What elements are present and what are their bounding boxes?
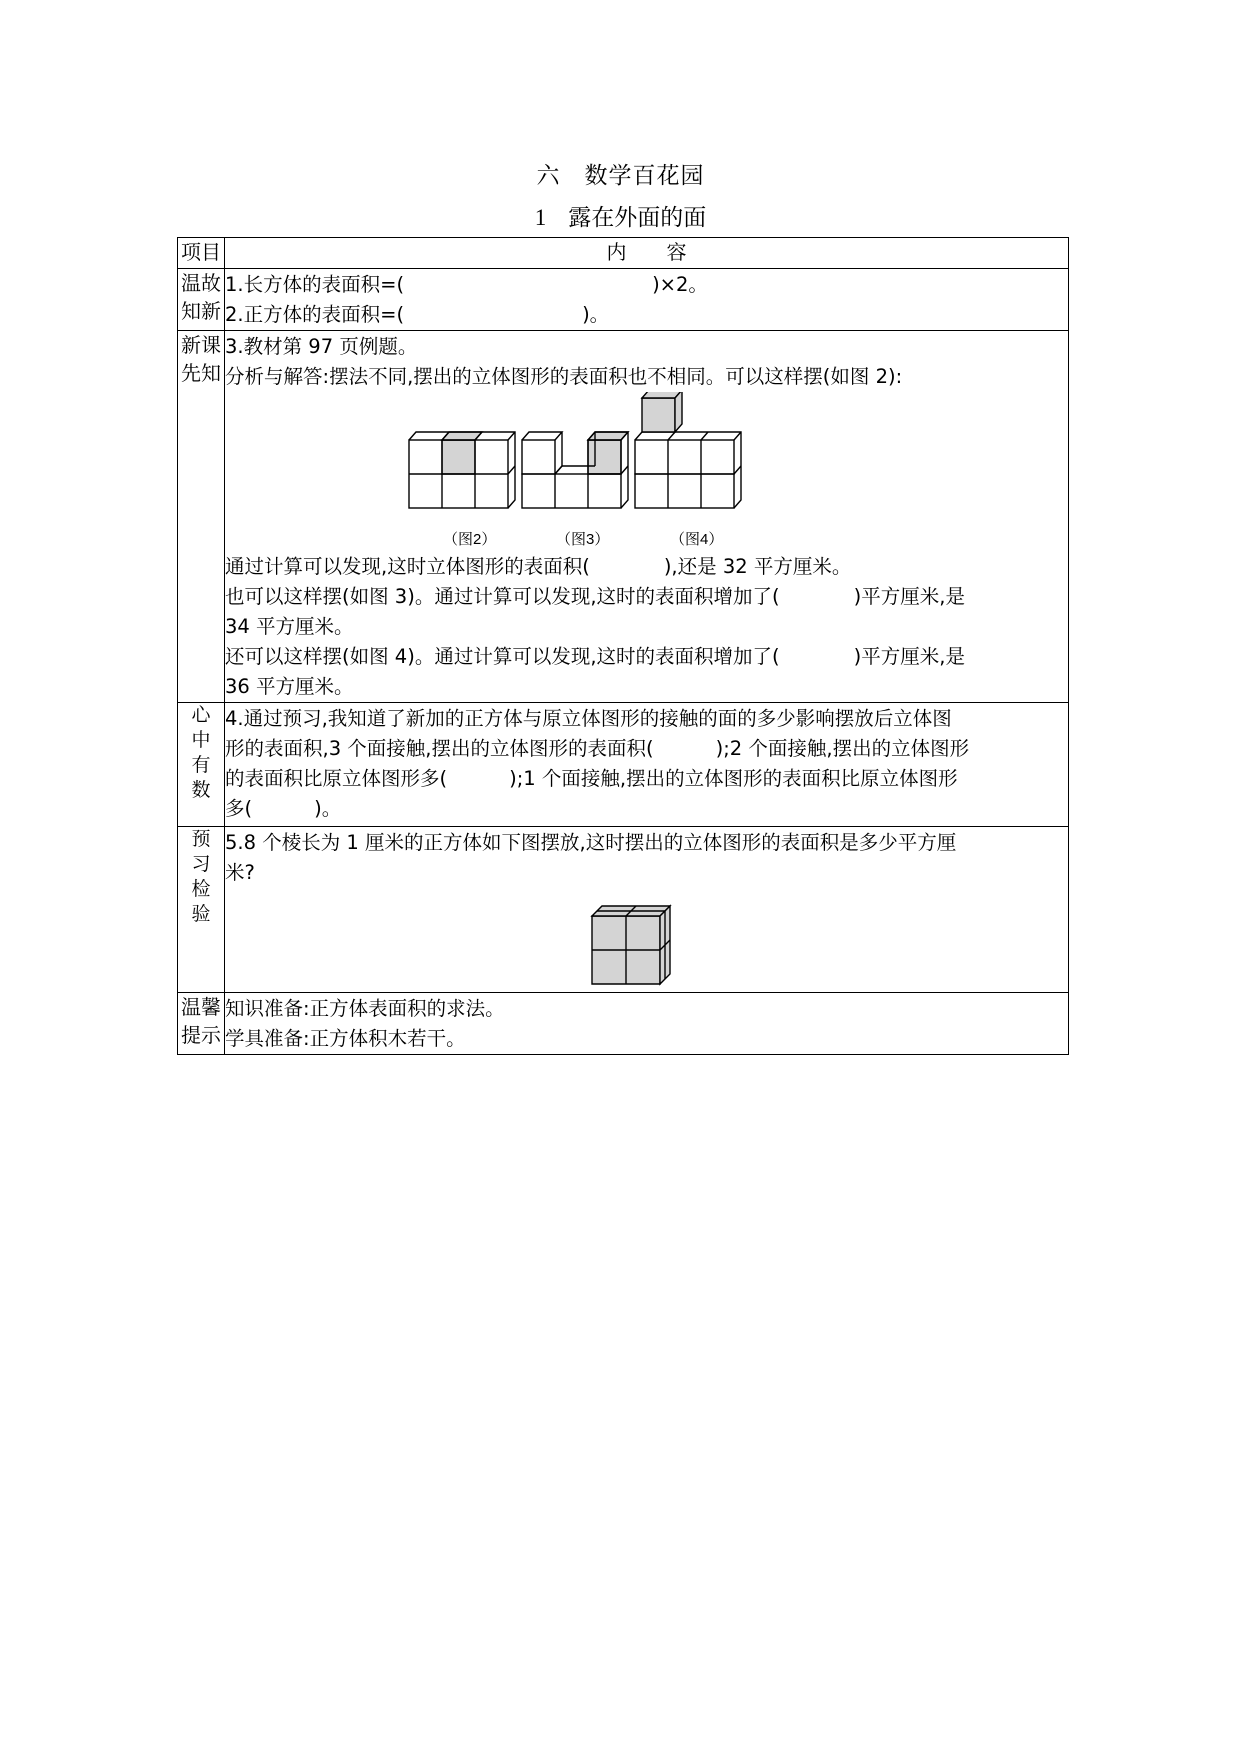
question-4-line-3 xyxy=(225,764,1068,794)
p2-suffix: )平方厘米,是 xyxy=(853,585,965,608)
chapter-title: 六 数学百花园 xyxy=(536,163,705,189)
row-label-understanding xyxy=(178,703,225,827)
review-content xyxy=(225,269,1069,331)
preview-check-content xyxy=(225,827,1069,993)
question-1 xyxy=(225,270,1068,300)
q4-text: 的表面积比原立体图形多( xyxy=(225,767,448,790)
figure-3-cubes xyxy=(522,432,628,508)
question-2 xyxy=(225,300,1068,330)
label-char: 预 xyxy=(191,828,211,850)
question-5-line-2: 米? xyxy=(225,861,255,884)
cube-2x2x2-figure xyxy=(225,888,1055,992)
label-char: 习 xyxy=(191,853,211,875)
label-line: 提示 xyxy=(181,1023,221,1047)
header-item-cell: 项目 xyxy=(178,238,225,269)
p1-suffix: ),还是 32 平方厘米。 xyxy=(663,555,852,578)
paragraph-fig3 xyxy=(225,582,1068,612)
figure-2-caption: （图2） xyxy=(443,531,497,548)
label-char: 验 xyxy=(191,903,211,925)
row-understanding xyxy=(178,703,1069,827)
new-lesson-content xyxy=(225,331,1069,703)
row-review xyxy=(178,269,1069,331)
question-1-suffix: )×2。 xyxy=(652,273,708,296)
paragraph-fig2 xyxy=(225,552,1068,582)
p2-prefix: 也可以这样摆(如图 3)。通过计算可以发现,这时的表面积增加了( xyxy=(225,585,780,608)
figures-area xyxy=(225,392,1068,552)
label-line: 温故 xyxy=(181,271,221,295)
cube-figures xyxy=(225,392,1055,552)
understanding-content xyxy=(225,703,1069,827)
row-label-tips xyxy=(178,993,225,1055)
label-line: 新课 xyxy=(181,333,221,357)
q4-text: )。 xyxy=(314,797,342,820)
header-content-cell: 内 容 xyxy=(225,238,1069,269)
lesson-name: 露在外面的面 xyxy=(568,205,707,231)
q4-text: 多( xyxy=(225,797,253,820)
analysis-text: 分析与解答:摆法不同,摆出的立体图形的表面积也不相同。可以这样摆(如图 2): xyxy=(225,365,903,388)
row-label-preview-check xyxy=(178,827,225,993)
q4-text: );2 个面接触,摆出的立体图形 xyxy=(715,737,970,760)
question-4-line-4 xyxy=(225,794,1068,824)
label-line: 知新 xyxy=(181,299,221,323)
row-label-review xyxy=(178,269,225,331)
label-char: 检 xyxy=(191,878,211,900)
p1-prefix: 通过计算可以发现,这时立体图形的表面积( xyxy=(225,555,590,578)
q4-text: 形的表面积,3 个面接触,摆出的立体图形的表面积( xyxy=(225,737,654,760)
question-3-intro: 3.教材第 97 页例题。 xyxy=(225,335,418,358)
row-new-lesson xyxy=(178,331,1069,703)
tips-content xyxy=(225,993,1069,1055)
tip-knowledge: 知识准备:正方体表面积的求法。 xyxy=(225,997,505,1020)
question-5-line-1: 5.8 个棱长为 1 厘米的正方体如下图摆放,这时摆出的立体图形的表面积是多少平方厘 xyxy=(225,831,957,854)
p3-prefix: 还可以这样摆(如图 4)。通过计算可以发现,这时的表面积增加了( xyxy=(225,645,780,668)
paragraph-fig3-cont: 34 平方厘米。 xyxy=(225,615,354,638)
label-char: 中 xyxy=(191,729,211,751)
label-line: 先知 xyxy=(181,361,221,385)
question-4-line-2 xyxy=(225,734,1068,764)
question-1-prefix: 1.长方体的表面积=( xyxy=(225,273,405,296)
figure-3-caption: （图3） xyxy=(556,531,610,548)
lesson-number: 1 xyxy=(534,205,547,230)
row-preview-check xyxy=(178,827,1069,993)
label-line: 温馨 xyxy=(181,995,221,1019)
lesson-title xyxy=(0,199,1241,232)
tip-tools: 学具准备:正方体积木若干。 xyxy=(225,1027,466,1050)
label-char: 有 xyxy=(191,754,211,776)
row-label-new-lesson xyxy=(178,331,225,703)
paragraph-fig4 xyxy=(225,642,1068,672)
worksheet-table xyxy=(177,237,1069,1055)
p3-suffix: )平方厘米,是 xyxy=(853,645,965,668)
question-4-line-1: 4.通过预习,我知道了新加的正方体与原立体图形的接触的面的多少影响摆放后立体图 xyxy=(225,707,952,730)
row-tips xyxy=(178,993,1069,1055)
figure-2-cubes xyxy=(409,432,515,508)
q4-text: );1 个面接触,摆出的立体图形的表面积比原立体图形 xyxy=(509,767,958,790)
label-char: 数 xyxy=(191,779,211,801)
paragraph-fig4-cont: 36 平方厘米。 xyxy=(225,675,354,698)
question-2-suffix: )。 xyxy=(582,303,610,326)
table-header-row xyxy=(178,238,1069,269)
label-char: 心 xyxy=(191,704,211,726)
question-2-prefix: 2.正方体的表面积=( xyxy=(225,303,405,326)
figure-4-caption: （图4） xyxy=(670,531,724,548)
figure-4-cubes xyxy=(635,392,741,508)
figure-5-area xyxy=(225,888,1068,992)
